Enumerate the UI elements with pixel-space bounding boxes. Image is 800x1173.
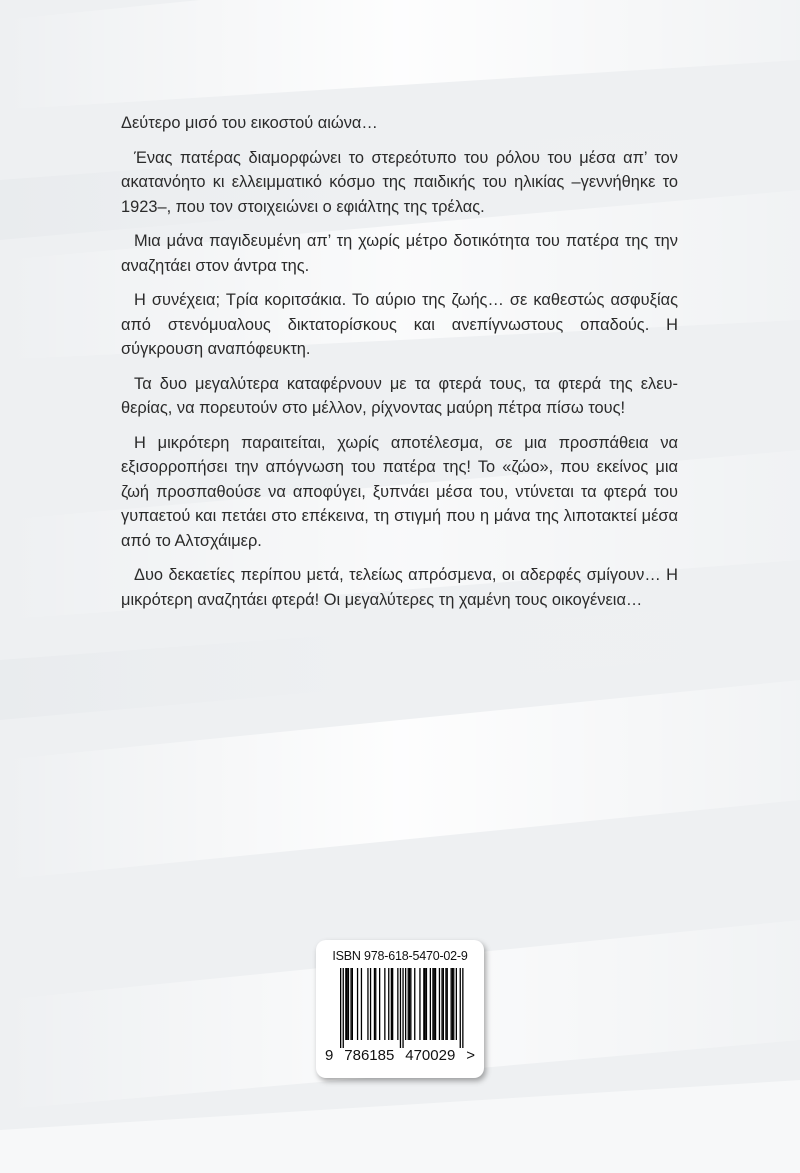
barcode-bar: [423, 968, 424, 1040]
barcode-bar: [419, 968, 420, 1040]
paragraph: Δυο δεκαετίες περίπου μετά, τελείως απρόσμενα, οι αδερφές σμίγουν… Η μικρότερη αναζητάει φτερά! Οι μεγαλύτερες τη χαμένη τους οικογένεια…: [121, 566, 678, 609]
barcode-bar: [447, 968, 448, 1040]
barcode-bar: [456, 968, 457, 1040]
barcode-bar: [350, 968, 351, 1040]
barcode-quiet-marker: >: [466, 1047, 475, 1064]
paragraph: Δεύτερο μισό του εικοστού αιώνα…: [121, 114, 378, 132]
barcode-bar: [402, 968, 403, 1048]
barcode-bar: [405, 968, 406, 1040]
barcode-bar: [375, 968, 376, 1040]
barcode-bar: [451, 968, 452, 1040]
barcode-bar: [435, 968, 436, 1040]
barcode-bar: [441, 968, 442, 1040]
barcode-bar: [408, 968, 409, 1040]
barcode-bar: [434, 968, 435, 1040]
paragraph: Μια μάνα παγιδευμένη απ’ τη χωρίς μέτρο δοτικότητα του πατέρα της την αναζητάει στον άντρα της.: [121, 232, 678, 275]
barcode-bar: [392, 968, 393, 1040]
barcode-bar: [414, 968, 415, 1040]
barcode-label: [316, 940, 484, 1078]
barcode-bar: [400, 968, 401, 1048]
barcode-digit-lead: 9: [325, 1047, 334, 1064]
barcode-bar: [343, 968, 344, 1048]
paragraph: Ένας πατέρας διαμορφώνει το στερεότυπο του ρόλου του μέσα απ’ τον ακατανόητο κι ελλειμματικό κόσμο της παιδικής του ηλικίας –γεννήθηκε το 1923–, που τον στοιχειώνει ο εφιάλτης της τρέλας.: [121, 148, 678, 216]
barcode-bar: [453, 968, 454, 1040]
barcode-digits: [325, 1047, 475, 1064]
barcode-bar: [430, 968, 431, 1040]
barcode-bar: [425, 968, 426, 1040]
barcode-bar: [357, 968, 358, 1040]
paragraph: Τα δυο μεγαλύτερα καταφέρνουν με τα φτερά τους, τα φτερά της ελευθερίας, να πορευτούν στο μέλλον, ρίχνοντας μαύρη πέτρα πίσω τους!: [121, 374, 678, 417]
barcode-bar: [391, 968, 392, 1040]
barcode-bar: [445, 968, 446, 1040]
barcode-digits-right: 470029: [405, 1047, 456, 1064]
barcode-bar: [367, 968, 368, 1040]
barcode-bar: [426, 968, 427, 1040]
barcode-bar: [432, 968, 433, 1040]
paragraph: Η μικρότερη παραιτείται, χωρίς αποτέλεσμα, σε μια προσπάθεια να εξισορροπήσει την απόγνωση του πατέρα της! Το «ζώο», που εκείνος μια ζωή προσπαθούσε να αποφύγει, ξυπνάει μέσα του, ντύνεται τα φτερά του γυπαετού και πετάει στο επέκεινα, τη στιγμή που η μάνα της λιποτακτεί μέσα από το Αλτσχάιμερ.: [121, 433, 678, 550]
barcode-bar: [410, 968, 411, 1040]
barcode-bar: [462, 968, 463, 1048]
barcode-bar: [345, 968, 346, 1040]
barcode-bar: [347, 968, 348, 1040]
barcode-bar: [384, 968, 385, 1040]
barcode-bar: [460, 968, 461, 1048]
barcode-bar: [361, 968, 362, 1040]
barcode-bar: [340, 968, 341, 1048]
barcode-bar: [379, 968, 380, 1040]
paragraph: Η συνέχεια; Τρία κοριτσάκια. Το αύριο της ζωής… σε καθεστώς ασφυξίας από στενόμυαλους δικτατορίσκους και ανεπίγνωστους οπαδούς. Η σύγκρουση αναπόφευκτη.: [121, 291, 678, 358]
barcode-bar: [374, 968, 375, 1040]
barcode-bar: [443, 968, 444, 1040]
barcode-bar: [452, 968, 453, 1040]
barcode-bar: [409, 968, 410, 1040]
barcode-bar: [388, 968, 389, 1040]
barcode-bar: [370, 968, 371, 1040]
barcode-bar: [348, 968, 349, 1040]
barcode-bar: [352, 968, 353, 1040]
barcode-icon: [326, 968, 474, 1048]
isbn-number: ISBN 978-618-5470-02-9: [332, 949, 468, 963]
barcode-digits-left: 786185: [344, 1047, 395, 1064]
barcode-bar: [397, 968, 398, 1040]
barcode-bar: [439, 968, 440, 1040]
back-cover-text: [121, 111, 678, 622]
